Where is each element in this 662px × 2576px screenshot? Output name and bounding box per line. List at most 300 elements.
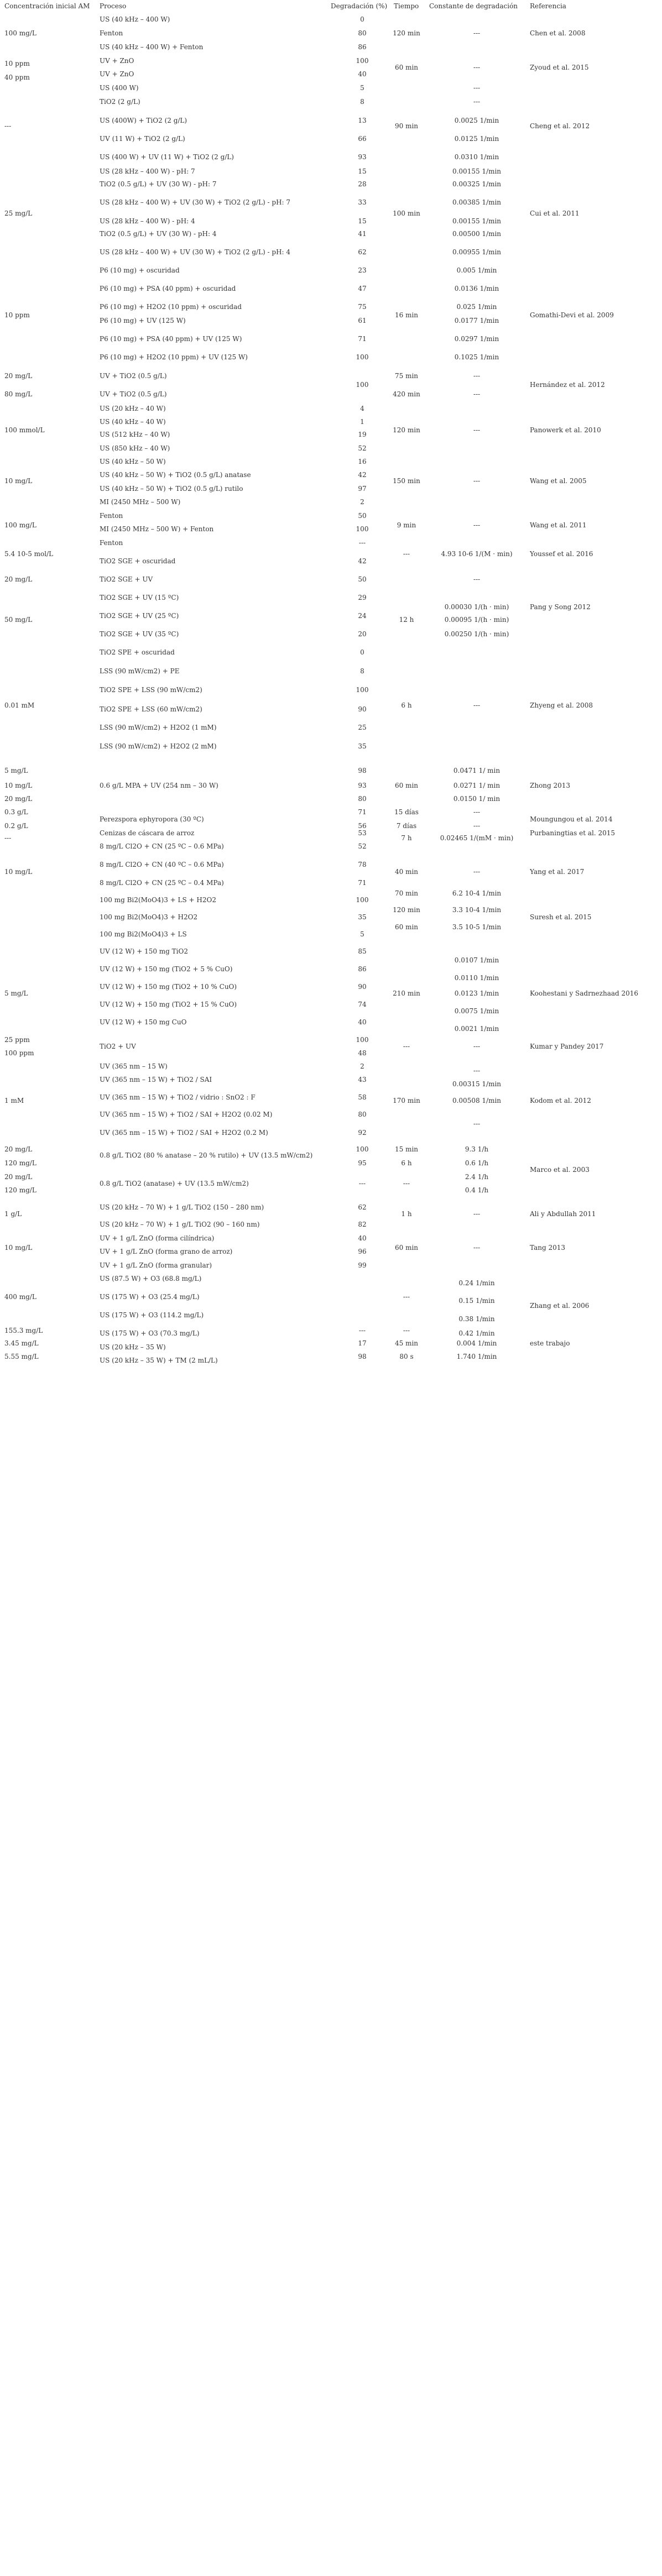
degradation-cell: 74: [358, 1001, 367, 1008]
constant-cell: 6.2 10-4 1/min: [452, 889, 502, 897]
concentration-cell: 0.3 g/L: [4, 808, 28, 816]
constant-cell: 1.740 1/min: [456, 1353, 497, 1360]
concentration-cell: 10 mg/L: [4, 782, 33, 789]
concentration-cell: 3.45 mg/L: [4, 1339, 39, 1347]
process-cell: UV (365 nm – 15 W) + TiO2 / vidrio : SnO2 : F: [100, 1093, 256, 1101]
degradation-cell: 52: [358, 842, 367, 850]
process-cell: UV (12 W) + 150 mg CuO: [100, 1018, 187, 1026]
process-cell: UV + TiO2 (0.5 g/L): [100, 372, 167, 380]
time-cell: 120 min: [393, 426, 420, 434]
process-cell: UV + ZnO: [100, 70, 134, 78]
constant-cell: ---: [473, 701, 481, 709]
concentration-cell: 20 mg/L: [4, 575, 33, 583]
concentration-cell: 10 ppm: [4, 60, 30, 67]
constant-cell: 0.00508 1/min: [452, 1097, 502, 1104]
reference-cell: Gomathi-Devi et al. 2009: [530, 311, 614, 319]
process-cell: TiO2 SPE + LSS (90 mW/cm2): [100, 686, 202, 694]
degradation-cell: 99: [358, 1261, 367, 1269]
process-cell: 100 mg Bi2(MoO4)3 + LS + H2O2: [100, 896, 216, 904]
time-cell: 40 min: [394, 868, 419, 876]
process-cell: P6 (10 mg) + UV (125 W): [100, 317, 186, 324]
time-cell: 120 min: [393, 906, 420, 914]
degradation-cell: 62: [358, 1203, 367, 1211]
process-cell: UV (12 W) + 150 mg (TiO2 + 15 % CuO): [100, 1001, 237, 1008]
degradation-cell: 75: [358, 303, 367, 311]
concentration-cell: 20 mg/L: [4, 1173, 33, 1181]
degradation-cell: 24: [358, 612, 367, 620]
concentration-cell: 25 ppm: [4, 1036, 30, 1044]
process-cell: US (20 kHz – 70 W) + 1 g/L TiO2 (90 – 160 nm): [100, 1221, 260, 1228]
constant-cell: 0.0471 1/ min: [453, 767, 501, 774]
reference-cell: Yang et al. 2017: [530, 868, 585, 876]
degradation-cell: 80: [358, 1111, 367, 1118]
process-cell: US (40 kHz – 50 W): [100, 458, 166, 465]
constant-cell: ---: [473, 84, 481, 92]
degradation-cell: 86: [358, 965, 367, 973]
degradation-cell: 23: [358, 266, 367, 274]
process-cell: MI (2450 MHz – 500 W) + Fenton: [100, 525, 214, 533]
constant-cell: 0.0136 1/min: [454, 285, 499, 292]
concentration-cell: 20 mg/L: [4, 1145, 33, 1153]
process-cell: Perezspora ephyropora (30 ºC): [100, 815, 204, 823]
process-cell: UV (12 W) + 150 mg (TiO2 + 10 % CuO): [100, 983, 237, 991]
degradation-cell: 40: [358, 1018, 367, 1026]
process-cell: 100 mg Bi2(MoO4)3 + H2O2: [100, 913, 198, 921]
concentration-cell: 155.3 mg/L: [4, 1327, 43, 1334]
degradation-cell: 41: [358, 230, 367, 238]
process-cell: US (20 kHz – 35 W): [100, 1343, 166, 1351]
degradation-cell: 40: [358, 1234, 367, 1242]
degradation-cell: 100: [356, 686, 369, 694]
concentration-cell: 5 mg/L: [4, 767, 28, 774]
constant-cell: 0.0177 1/min: [454, 317, 499, 324]
time-cell: 90 min: [394, 122, 419, 130]
process-cell: US (40 kHz – 400 W): [100, 15, 170, 23]
concentration-cell: 400 mg/L: [4, 1293, 37, 1301]
process-cell: UV (365 nm – 15 W) + TiO2 / SAI + H2O2 (0.2 M): [100, 1129, 268, 1137]
constant-cell: 0.00325 1/min: [452, 180, 502, 188]
concentration-cell: 100 mg/L: [4, 521, 37, 529]
degradation-cell: 8: [360, 98, 364, 106]
constant-cell: 0.1025 1/min: [454, 353, 499, 361]
constant-cell: 0.0075 1/min: [454, 1007, 499, 1015]
degradation-cell: 90: [358, 983, 367, 991]
time-cell: 6 h: [401, 1159, 412, 1167]
process-cell: US (40 kHz – 40 W): [100, 418, 166, 426]
constant-cell: 0.00955 1/min: [452, 248, 502, 256]
process-cell: US (20 kHz – 70 W) + 1 g/L TiO2 (150 – 280 nm): [100, 1203, 264, 1211]
constant-cell: 0.0123 1/min: [454, 989, 499, 997]
reference-cell: Suresh et al. 2015: [530, 913, 592, 921]
degradation-cell: 56: [358, 822, 367, 830]
reference-cell: Pang y Song 2012: [530, 603, 591, 611]
process-cell: UV + 1 g/L ZnO (forma grano de arroz): [100, 1248, 233, 1255]
reference-cell: Koohestani y Sadrnezhaad 2016: [530, 989, 639, 997]
constant-cell: 0.00315 1/min: [452, 1080, 502, 1088]
process-cell: TiO2 SPE + oscuridad: [100, 648, 175, 656]
degradation-cell: 71: [358, 879, 367, 887]
degradation-cell: 5: [360, 930, 364, 938]
degradation-cell: 17: [358, 1339, 367, 1347]
process-cell: US (28 kHz – 400 W) + UV (30 W) + TiO2 (2 g/L) - pH: 7: [100, 198, 291, 206]
process-cell: UV + TiO2 (0.5 g/L): [100, 390, 167, 398]
process-cell: MI (2450 MHz – 500 W): [100, 498, 181, 506]
process-cell: 0.8 g/L TiO2 (anatase) + UV (13.5 mW/cm2): [100, 1180, 249, 1187]
degradation-cell: 96: [358, 1248, 367, 1255]
process-cell: UV + 1 g/L ZnO (forma granular): [100, 1261, 212, 1269]
concentration-cell: 10 ppm: [4, 311, 30, 319]
header-constant: Constante de degradación: [429, 2, 518, 10]
time-cell: 45 min: [394, 1339, 419, 1347]
degradation-cell: 2: [360, 1062, 364, 1070]
constant-cell: 0.4 1/h: [465, 1186, 489, 1194]
process-cell: TiO2 SGE + UV (35 ºC): [100, 630, 179, 638]
constant-cell: ---: [473, 521, 481, 529]
concentration-cell: 100 ppm: [4, 1049, 34, 1057]
constant-cell: 0.24 1/min: [458, 1279, 495, 1287]
reference-cell: Moungungou et al. 2014: [530, 815, 613, 823]
degradation-cell: ---: [358, 1327, 366, 1334]
reference-cell: Ali y Abdullah 2011: [530, 1210, 596, 1218]
constant-cell: 0.00030 1/(h · min): [444, 603, 509, 611]
reference-cell: Youssef et al. 2016: [530, 550, 593, 558]
degradation-cell: 33: [358, 198, 367, 206]
degradation-cell: ---: [358, 539, 366, 547]
concentration-cell: 40 ppm: [4, 74, 30, 81]
constant-cell: ---: [473, 29, 481, 37]
concentration-cell: 20 mg/L: [4, 795, 33, 803]
process-cell: US (40 kHz – 50 W) + TiO2 (0.5 g/L) rutilo: [100, 485, 243, 493]
degradation-cell: 95: [358, 1159, 367, 1167]
constant-cell: ---: [473, 1244, 481, 1252]
constant-cell: 0.0150 1/ min: [453, 795, 501, 803]
constant-cell: 0.025 1/min: [456, 303, 497, 311]
concentration-cell: 10 mg/L: [4, 477, 33, 485]
degradation-cell: 40: [358, 70, 367, 78]
header-degradation: Degradación (%): [331, 2, 388, 10]
degradation-cell: 53: [358, 829, 367, 837]
process-cell: US (20 kHz – 40 W): [100, 405, 166, 412]
constant-cell: 0.0297 1/min: [454, 335, 499, 343]
process-cell: TiO2 (0.5 g/L) + UV (30 W) - pH: 4: [100, 230, 217, 238]
process-cell: US (28 kHz – 400 W) - pH: 4: [100, 217, 195, 225]
reference-cell: Marco et al. 2003: [530, 1166, 590, 1174]
constant-cell: ---: [473, 98, 481, 106]
process-cell: TiO2 SGE + UV: [100, 575, 153, 583]
degradation-cell: 5: [360, 84, 364, 92]
constant-cell: ---: [473, 868, 481, 876]
degradation-cell: 58: [358, 1093, 367, 1101]
constant-cell: 3.5 10-5 1/min: [452, 923, 502, 931]
degradation-cell: 25: [358, 724, 367, 731]
degradation-cell: 71: [358, 335, 367, 343]
concentration-cell: 10 mg/L: [4, 1244, 33, 1252]
time-cell: 15 min: [394, 1145, 419, 1153]
process-cell: US (175 W) + O3 (25.4 mg/L): [100, 1293, 200, 1301]
concentration-cell: ---: [4, 834, 12, 842]
concentration-cell: 0.2 g/L: [4, 822, 28, 830]
process-cell: Fenton: [100, 512, 123, 520]
degradation-cell: 98: [358, 1353, 367, 1360]
concentration-cell: 0.01 mM: [4, 701, 35, 709]
constant-cell: 0.0125 1/min: [454, 135, 499, 143]
process-cell: US (400W) + TiO2 (2 g/L): [100, 117, 187, 124]
header-concentration: Concentración inicial AM: [4, 2, 90, 10]
degradation-cell: 50: [358, 512, 367, 520]
header-time: Tiempo: [394, 2, 419, 10]
time-cell: 16 min: [394, 311, 419, 319]
concentration-cell: 5 mg/L: [4, 989, 28, 997]
constant-cell: 0.0271 1/ min: [453, 782, 501, 789]
degradation-cell: 0: [360, 15, 364, 23]
constant-cell: 0.0025 1/min: [454, 117, 499, 124]
process-cell: US (28 kHz – 400 W) - pH: 7: [100, 167, 195, 175]
process-cell: US (28 kHz – 400 W) + UV (30 W) + TiO2 (2 g/L) - pH: 4: [100, 248, 291, 256]
time-cell: 60 min: [394, 923, 419, 931]
process-cell: P6 (10 mg) + oscuridad: [100, 266, 180, 274]
constant-cell: 0.00155 1/min: [452, 217, 502, 225]
process-cell: US (20 kHz – 35 W) + TM (2 mL/L): [100, 1357, 218, 1364]
constant-cell: 0.6 1/h: [465, 1159, 489, 1167]
constant-cell: 0.00155 1/min: [452, 167, 502, 175]
degradation-cell: 100: [356, 896, 369, 904]
time-cell: ---: [403, 1293, 410, 1301]
process-cell: UV (365 nm – 15 W): [100, 1062, 168, 1070]
constant-cell: 9.3 1/h: [465, 1145, 489, 1153]
time-cell: 210 min: [393, 989, 420, 997]
degradation-cell: 52: [358, 444, 367, 452]
time-cell: 150 min: [393, 477, 420, 485]
reference-cell: Zhong 2013: [530, 782, 571, 789]
process-cell: 8 mg/L Cl2O + CN (40 ºC – 0.6 MPa): [100, 861, 224, 868]
degradation-cell: 80: [358, 795, 367, 803]
constant-cell: ---: [473, 808, 481, 816]
process-cell: LSS (90 mW/cm2) + H2O2 (2 mM): [100, 742, 217, 750]
degradation-cell: 50: [358, 575, 367, 583]
process-cell: 0.8 g/L TiO2 (80 % anatase – 20 % rutilo) + UV (13.5 mW/cm2): [100, 1151, 313, 1159]
degradation-cell: 42: [358, 471, 367, 479]
degradation-cell: 80: [358, 29, 367, 37]
degradation-cell: 13: [358, 117, 367, 124]
degradation-cell: 62: [358, 248, 367, 256]
process-cell: UV + 1 g/L ZnO (forma cilíndrica): [100, 1234, 215, 1242]
concentration-cell: 1 g/L: [4, 1210, 22, 1218]
reference-cell: Tang 2013: [530, 1244, 565, 1252]
concentration-cell: 5.4 10-5 mol/L: [4, 550, 54, 558]
time-cell: ---: [403, 1327, 410, 1334]
constant-cell: 0.0021 1/min: [454, 1025, 499, 1033]
process-cell: TiO2 SGE + UV (25 ºC): [100, 612, 179, 620]
constant-cell: 0.00385 1/min: [452, 198, 502, 206]
degradation-cell: 0: [360, 648, 364, 656]
time-cell: 70 min: [394, 889, 419, 897]
degradation-cell: 86: [358, 43, 367, 51]
time-cell: 1 h: [401, 1210, 412, 1218]
concentration-cell: 10 mg/L: [4, 868, 33, 876]
process-cell: P6 (10 mg) + H2O2 (10 ppm) + oscuridad: [100, 303, 242, 311]
process-cell: 0.6 g/L MPA + UV (254 nm – 30 W): [100, 782, 218, 789]
time-cell: ---: [403, 550, 410, 558]
reference-cell: Cheng et al. 2012: [530, 122, 590, 130]
process-cell: TiO2 SGE + UV (15 ºC): [100, 594, 179, 601]
process-cell: US (40 kHz – 400 W) + Fenton: [100, 43, 204, 51]
reference-cell: Zhang et al. 2006: [530, 1302, 590, 1310]
reference-cell: Wang et al. 2011: [530, 521, 587, 529]
constant-cell: ---: [473, 426, 481, 434]
header-process: Proceso: [100, 2, 127, 10]
process-cell: TiO2 (0.5 g/L) + UV (30 W) - pH: 7: [100, 180, 217, 188]
process-cell: UV (365 nm – 15 W) + TiO2 / SAI: [100, 1076, 212, 1083]
degradation-cell: 19: [358, 431, 367, 438]
constant-cell: 0.00095 1/(h · min): [444, 616, 509, 624]
reference-cell: Purbaningtias et al. 2015: [530, 829, 616, 837]
time-cell: 15 días: [394, 808, 419, 816]
degradation-cell: 20: [358, 630, 367, 638]
degradation-cell: 100: [356, 1145, 369, 1153]
process-cell: US (512 kHz – 40 W): [100, 431, 170, 438]
constant-cell: 0.02465 1/(mM · min): [440, 834, 514, 842]
process-cell: Cenizas de cáscara de arroz: [100, 829, 195, 837]
process-cell: P6 (10 mg) + H2O2 (10 ppm) + UV (125 W): [100, 353, 248, 361]
constant-cell: ---: [473, 822, 481, 830]
concentration-cell: 100 mg/L: [4, 29, 37, 37]
time-cell: 9 min: [397, 521, 416, 529]
reference-cell: Hernández et al. 2012: [530, 381, 605, 389]
degradation-cell: 66: [358, 135, 367, 143]
constant-cell: 2.4 1/h: [465, 1173, 489, 1181]
degradation-cell: 85: [358, 947, 367, 955]
time-cell: 120 min: [393, 29, 420, 37]
degradation-cell: 43: [358, 1076, 367, 1083]
process-cell: P6 (10 mg) + PSA (40 ppm) + UV (125 W): [100, 335, 242, 343]
constant-cell: 0.00250 1/(h · min): [444, 630, 509, 638]
process-cell: US (87.5 W) + O3 (68.8 mg/L): [100, 1275, 202, 1282]
process-cell: US (175 W) + O3 (114.2 mg/L): [100, 1311, 204, 1319]
concentration-cell: 25 mg/L: [4, 210, 33, 217]
constant-cell: 0.0107 1/min: [454, 956, 499, 964]
degradation-cell: 8: [360, 667, 364, 675]
constant-cell: ---: [473, 64, 481, 71]
degradation-cell: 93: [358, 782, 367, 789]
degradation-cell: 16: [358, 458, 367, 465]
degradation-cell: 1: [360, 418, 364, 426]
process-cell: Fenton: [100, 29, 123, 37]
time-cell: 60 min: [394, 782, 419, 789]
header-reference: Referencia: [530, 2, 566, 10]
process-cell: TiO2 SGE + oscuridad: [100, 557, 176, 565]
constant-cell: 0.42 1/min: [458, 1329, 495, 1337]
reference-cell: Panowerk et al. 2010: [530, 426, 601, 434]
constant-cell: 0.00500 1/min: [452, 230, 502, 238]
reference-cell: este trabajo: [530, 1339, 570, 1347]
concentration-cell: 20 mg/L: [4, 372, 33, 380]
process-cell: LSS (90 mW/cm2) + H2O2 (1 mM): [100, 724, 217, 731]
concentration-cell: 50 mg/L: [4, 616, 33, 624]
degradation-cell: 28: [358, 180, 367, 188]
concentration-cell: 100 mmol/L: [4, 426, 45, 434]
process-cell: US (40 kHz – 50 W) + TiO2 (0.5 g/L) anatase: [100, 471, 251, 479]
degradation-cell: 47: [358, 285, 367, 292]
degradation-cell: 90: [358, 705, 367, 713]
constant-cell: ---: [473, 477, 481, 485]
degradation-cell: 93: [358, 153, 367, 161]
degradation-cell: 82: [358, 1221, 367, 1228]
process-cell: UV (365 nm – 15 W) + TiO2 / SAI + H2O2 (0.02 M): [100, 1111, 273, 1118]
constant-cell: 0.0110 1/min: [454, 974, 499, 982]
constant-cell: ---: [473, 372, 481, 380]
process-cell: US (175 W) + O3 (70.3 mg/L): [100, 1329, 200, 1337]
time-cell: 12 h: [399, 616, 414, 624]
time-cell: 7 días: [396, 822, 417, 830]
degradation-cell: 71: [358, 808, 367, 816]
reference-cell: Chen et al. 2008: [530, 29, 586, 37]
constant-cell: 4.93 10-6 1/(M · min): [441, 550, 513, 558]
constant-cell: 0.004 1/min: [456, 1339, 497, 1347]
degradation-cell: ---: [358, 1180, 366, 1187]
process-cell: TiO2 SPE + LSS (60 mW/cm2): [100, 705, 202, 713]
reference-cell: Zhyeng et al. 2008: [530, 701, 593, 709]
reference-cell: Cui et al. 2011: [530, 210, 580, 217]
reference-cell: Kumar y Pandey 2017: [530, 1043, 604, 1050]
constant-cell: 0.38 1/min: [458, 1315, 495, 1323]
time-cell: ---: [403, 1043, 410, 1050]
degradation-cell: 100: [356, 57, 369, 65]
constant-cell: 3.3 10-4 1/min: [452, 906, 502, 914]
process-cell: Fenton: [100, 539, 123, 547]
degradation-cell: 100: [356, 381, 369, 389]
time-cell: 100 min: [393, 210, 420, 217]
process-cell: 8 mg/L Cl2O + CN (25 ºC – 0.6 MPa): [100, 842, 224, 850]
process-cell: UV (12 W) + 150 mg TiO2: [100, 947, 188, 955]
constant-cell: ---: [473, 1043, 481, 1050]
process-cell: UV (11 W) + TiO2 (2 g/L): [100, 135, 185, 143]
process-cell: TiO2 (2 g/L): [100, 98, 140, 106]
constant-cell: ---: [473, 575, 481, 583]
time-cell: 6 h: [401, 701, 412, 709]
degradation-cell: 61: [358, 317, 367, 324]
degradation-cell: 42: [358, 557, 367, 565]
process-cell: TiO2 + UV: [100, 1043, 136, 1050]
degradation-cell: 97: [358, 485, 367, 493]
degradation-cell: 48: [358, 1049, 367, 1057]
degradation-cell: 100: [356, 353, 369, 361]
degradation-cell: 78: [358, 861, 367, 868]
concentration-cell: 5.55 mg/L: [4, 1353, 39, 1360]
constant-cell: ---: [473, 390, 481, 398]
process-cell: LSS (90 mW/cm2) + PE: [100, 667, 180, 675]
time-cell: 170 min: [393, 1097, 420, 1104]
degradation-cell: 100: [356, 1036, 369, 1044]
degradation-cell: 92: [358, 1129, 367, 1137]
reference-cell: Kodom et al. 2012: [530, 1097, 591, 1104]
time-cell: 80 s: [399, 1353, 414, 1360]
constant-cell: 0.005 1/min: [456, 266, 497, 274]
constant-cell: ---: [473, 1210, 481, 1218]
process-cell: 8 mg/L Cl2O + CN (25 ºC – 0.4 MPa): [100, 879, 224, 887]
process-cell: UV + ZnO: [100, 57, 134, 65]
process-cell: US (400 W): [100, 84, 139, 92]
constant-cell: ---: [473, 1067, 481, 1075]
degradation-cell: 4: [360, 405, 364, 412]
process-cell: US (850 kHz – 40 W): [100, 444, 170, 452]
degradation-cell: 100: [356, 525, 369, 533]
degradation-cell: 15: [358, 217, 367, 225]
degradation-cell: 35: [358, 913, 367, 921]
process-cell: US (400 W) + UV (11 W) + TiO2 (2 g/L): [100, 153, 234, 161]
time-cell: 60 min: [394, 64, 419, 71]
degradation-cell: 2: [360, 498, 364, 506]
degradation-cell: 29: [358, 594, 367, 601]
